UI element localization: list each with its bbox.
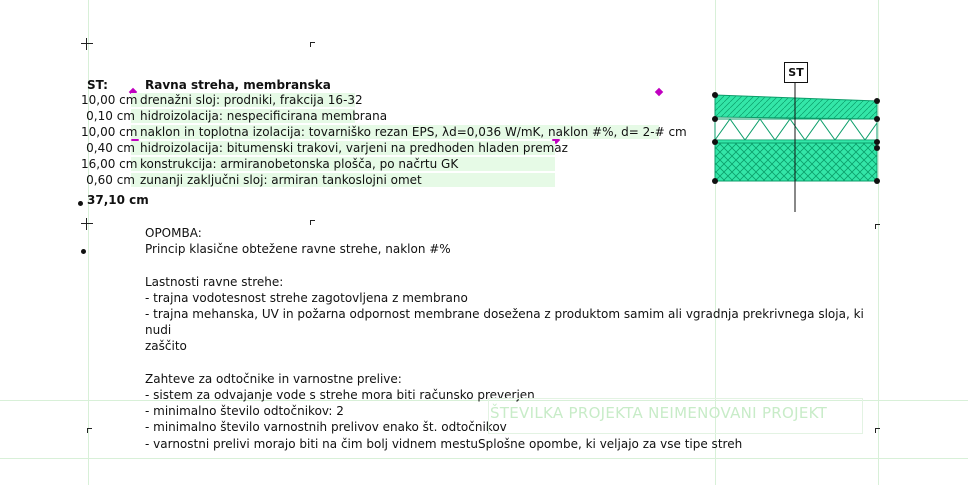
section-tag-label[interactable]: ST bbox=[784, 62, 808, 83]
layer-list[interactable] bbox=[81, 92, 687, 188]
section-node[interactable] bbox=[874, 178, 880, 184]
layer-description: hidroizolacija: bitumenski trakovi, varjeni na predhoden hladen premaz bbox=[140, 141, 568, 155]
selection-node[interactable] bbox=[78, 201, 83, 206]
layer-thickness: 0,40 cm bbox=[86, 141, 135, 155]
detail-code: ST: bbox=[87, 78, 108, 92]
drainage-layer[interactable] bbox=[715, 95, 877, 119]
section-node[interactable] bbox=[874, 145, 880, 151]
guide-line bbox=[88, 0, 89, 485]
layer-thickness: 0,60 cm bbox=[86, 173, 135, 187]
layer-thickness: 10,00 cm bbox=[81, 93, 138, 107]
layer-description: drenažni sloj: prodniki, frakcija 16-32 bbox=[140, 93, 363, 107]
section-node[interactable] bbox=[712, 178, 718, 184]
section-node[interactable] bbox=[874, 139, 880, 145]
layer-description: zunanji zaključni sloj: armiran tankoslojni omet bbox=[140, 173, 422, 187]
layer-row[interactable] bbox=[81, 172, 659, 188]
layer-thickness: 0,10 cm bbox=[86, 109, 135, 123]
roof-section-drawing[interactable] bbox=[700, 60, 890, 220]
layer-row[interactable] bbox=[81, 124, 687, 140]
project-watermark: ŠTEVILKA PROJEKTA NEIMENOVANI PROJEKT bbox=[490, 404, 828, 422]
layer-thickness: 10,00 cm bbox=[81, 125, 138, 139]
layer-row[interactable] bbox=[81, 108, 659, 124]
guide-line bbox=[0, 458, 968, 459]
layer-thickness: 16,00 cm bbox=[81, 157, 138, 171]
origin-crosshair[interactable] bbox=[81, 218, 93, 230]
layer-row[interactable] bbox=[81, 156, 659, 172]
layer-description: hidroizolacija: nespecificirana membrana bbox=[140, 109, 388, 123]
layer-description: naklon in toplotna izolacija: tovarniško rezan EPS, λd=0,036 W/mK, naklon #%, d= 2-# cm bbox=[140, 125, 687, 139]
corner-tick bbox=[310, 42, 315, 47]
origin-crosshair[interactable] bbox=[81, 38, 93, 50]
detail-title: Ravna streha, membranska bbox=[145, 78, 331, 92]
layer-row[interactable] bbox=[81, 140, 659, 156]
section-node[interactable] bbox=[712, 116, 718, 122]
section-node[interactable] bbox=[874, 98, 880, 104]
section-node[interactable] bbox=[874, 116, 880, 122]
layer-row[interactable] bbox=[81, 92, 659, 108]
notes-text[interactable]: OPOMBA: Princip klasične obtežene ravne strehe, naklon #% Lastnosti ravne strehe: - trajna vodotesnost strehe zagotovljena z membrano - trajna mehanska, UV in požarna odpornost membrane dosežena z produktom samim ali vgradnja prekrivnega sloja, ki nudi zaščito Zahteve za odtočnike in varnostne prelive: - sistem za odvajanje vode s strehe mora biti računsko preverjen - minimalno število odtočnikov: 2 - minimalno število varnostnih prelivov enako št. odtočnikov - varnostni prelivi morajo biti na čim bolj vidnem mestuSplošne opombe, ki veljajo za vse tipe streh bbox=[145, 226, 864, 451]
corner-tick bbox=[87, 428, 92, 433]
total-thickness: 37,10 cm bbox=[87, 193, 149, 207]
section-node[interactable] bbox=[712, 139, 718, 145]
concrete-slab-layer[interactable] bbox=[715, 143, 877, 181]
selection-node[interactable] bbox=[81, 249, 86, 254]
layer-description: konstrukcija: armiranobetonska plošča, po načrtu GK bbox=[140, 157, 459, 171]
section-node[interactable] bbox=[712, 92, 718, 98]
